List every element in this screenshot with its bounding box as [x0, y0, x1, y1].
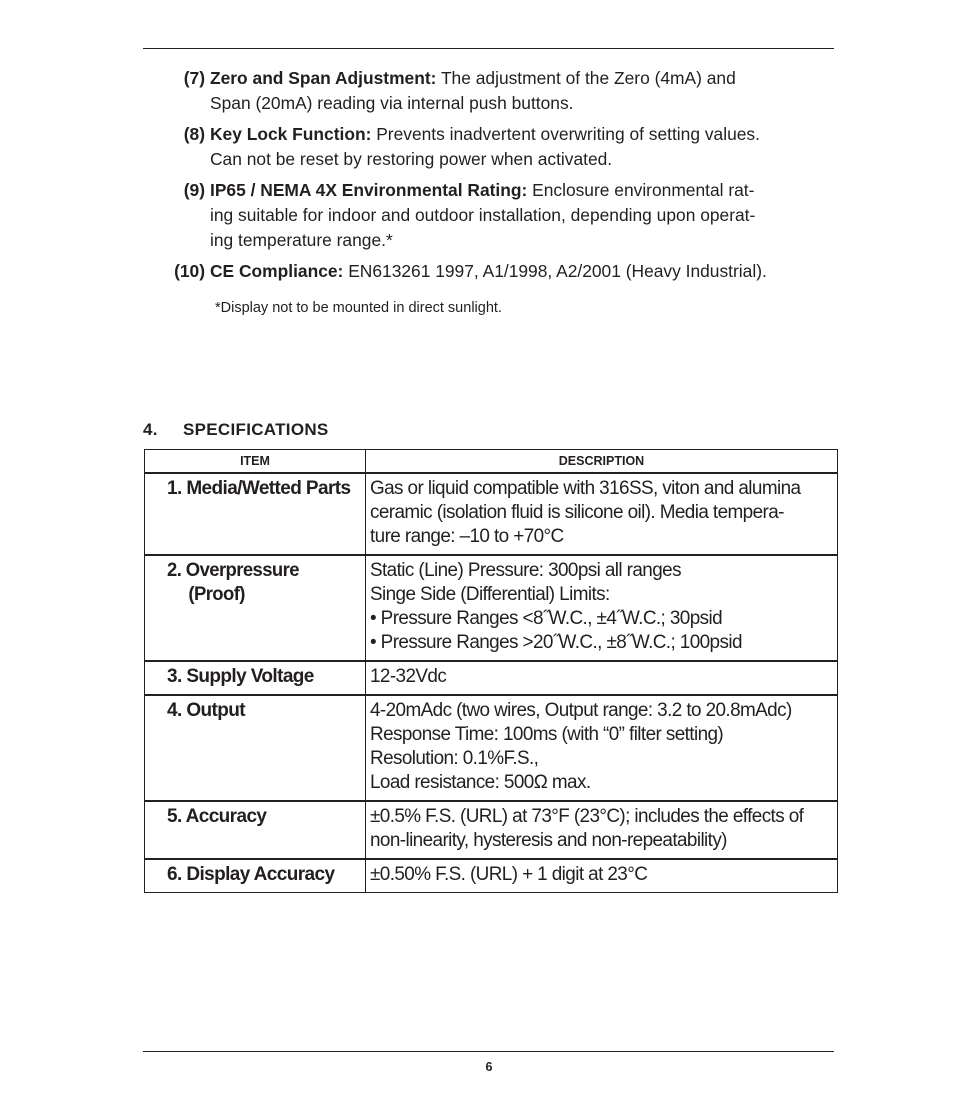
feature-text: Enclosure environmental rat- [527, 180, 755, 200]
feature-body [210, 122, 840, 172]
feature-text: ing suitable for indoor and outdoor installation, depending upon operat- [210, 205, 756, 225]
description-cell [366, 695, 838, 801]
footnote: *Display not to be mounted in direct sunlight. [215, 300, 502, 316]
description-line: Load resistance: 500Ω max. [370, 772, 591, 793]
description-line: 4-20mAdc (two wires, Output range: 3.2 to 20.8mAdc) [370, 700, 792, 721]
feature-number: (8) [183, 124, 205, 144]
item-cell [145, 695, 366, 801]
description-cell [366, 661, 838, 695]
feature-number: (9) [183, 180, 205, 200]
description-line: Singe Side (Differential) Limits: [370, 584, 610, 605]
column-header-item: ITEM [145, 450, 366, 474]
description-line: Response Time: 100ms (with “0” filter setting) [370, 724, 724, 745]
feature-text: Span (20mA) reading via internal push buttons. [210, 93, 574, 113]
feature-text: Prevents inadvertent overwriting of setting values. [371, 124, 760, 144]
item-label: 6. Display Accuracy [167, 864, 335, 885]
section-number: 4. [143, 420, 158, 439]
description-line: ±0.5% F.S. (URL) at 73°F (23°C); includes the effects of [370, 806, 804, 827]
feature-text: The adjustment of the Zero (4mA) and [436, 68, 736, 88]
bottom-rule [143, 1051, 834, 1052]
feature-body [210, 259, 840, 284]
feature-number: (10) [174, 261, 205, 281]
feature-item-10 [160, 259, 840, 284]
feature-title: IP65 / NEMA 4X Environmental Rating: [210, 180, 528, 200]
description-line: • Pressure Ranges <8˝W.C., ±4˝W.C.; 30psid [370, 608, 723, 629]
table-row [145, 695, 838, 801]
description-line: Gas or liquid compatible with 316SS, viton and alumina [370, 478, 801, 499]
feature-text: EN613261 1997, A1/1998, A2/2001 (Heavy Industrial). [343, 261, 767, 281]
description-line: ture range: –10 to +70°C [370, 526, 564, 547]
feature-list [160, 66, 840, 290]
section-heading [143, 420, 329, 440]
description-cell [366, 473, 838, 555]
item-cell [145, 859, 366, 893]
item-cell [145, 661, 366, 695]
item-label: 2. Overpressure [167, 560, 299, 581]
description-line: Resolution: 0.1%F.S., [370, 748, 539, 769]
feature-title: CE Compliance: [210, 261, 344, 281]
description-line: ceramic (isolation fluid is silicone oil). Media tempera- [370, 502, 784, 523]
feature-title: Key Lock Function: [210, 124, 372, 144]
description-cell [366, 555, 838, 661]
item-label: 4. Output [167, 700, 245, 721]
feature-title: Zero and Span Adjustment: [210, 68, 437, 88]
feature-item-9 [160, 178, 840, 253]
section-title: SPECIFICATIONS [183, 420, 329, 439]
column-header-description: DESCRIPTION [366, 450, 838, 474]
top-rule [143, 48, 834, 49]
description-line: Static (Line) Pressure: 300psi all ranges [370, 560, 681, 581]
description-cell [366, 801, 838, 859]
feature-number: (7) [183, 68, 205, 88]
table-row [145, 473, 838, 555]
feature-body [210, 178, 840, 253]
table-row [145, 801, 838, 859]
table-row [145, 555, 838, 661]
feature-text: Can not be reset by restoring power when activated. [210, 149, 613, 169]
item-label: 1. Media/Wetted Parts [167, 478, 351, 499]
item-label: (Proof) [188, 584, 245, 605]
item-cell [145, 801, 366, 859]
item-cell [145, 473, 366, 555]
description-line: non-linearity, hysteresis and non-repeatability) [370, 830, 727, 851]
feature-text: ing temperature range.* [210, 230, 393, 250]
description-line: ±0.50% F.S. (URL) + 1 digit at 23°C [370, 864, 648, 885]
item-label: 5. Accuracy [167, 806, 267, 827]
description-cell [366, 859, 838, 893]
description-line: 12-32Vdc [370, 666, 447, 687]
feature-item-8 [160, 122, 840, 172]
table-header-row [145, 450, 838, 474]
table-row [145, 859, 838, 893]
feature-item-7 [160, 66, 840, 116]
feature-body [210, 66, 840, 116]
specifications-table [144, 449, 838, 893]
item-label: 3. Supply Voltage [167, 666, 314, 687]
page-number: 6 [485, 1060, 493, 1074]
item-cell [145, 555, 366, 661]
description-line: • Pressure Ranges >20˝W.C., ±8˝W.C.; 100psid [370, 632, 742, 653]
table-row [145, 661, 838, 695]
